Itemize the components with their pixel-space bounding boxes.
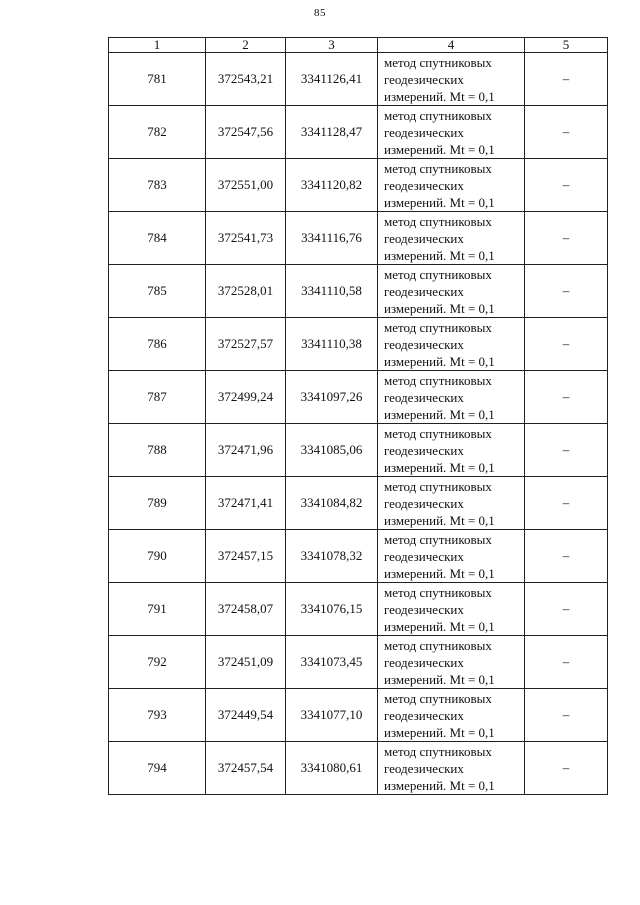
method-line-3: измерений. Mt = 0,1 bbox=[384, 300, 495, 316]
note-cell: – bbox=[525, 636, 608, 689]
method-line-1: метод спутниковых bbox=[384, 54, 492, 70]
table-row bbox=[109, 318, 608, 371]
note-cell: – bbox=[525, 212, 608, 265]
point-number-cell: 784 bbox=[109, 212, 206, 265]
note-cell: – bbox=[525, 318, 608, 371]
method-line-3: измерений. Mt = 0,1 bbox=[384, 247, 495, 263]
method-line-3: измерений. Mt = 0,1 bbox=[384, 353, 495, 369]
method-line-1: метод спутниковых bbox=[384, 743, 492, 759]
method-cell bbox=[378, 318, 525, 371]
y-coordinate-cell: 3341128,47 bbox=[286, 106, 378, 159]
method-cell bbox=[378, 689, 525, 742]
x-coordinate-cell: 372541,73 bbox=[206, 212, 286, 265]
method-line-2: геодезических bbox=[384, 707, 464, 723]
point-number-cell: 785 bbox=[109, 265, 206, 318]
header-cell-1: 1 bbox=[109, 38, 206, 53]
method-line-2: геодезических bbox=[384, 442, 464, 458]
table-row bbox=[109, 212, 608, 265]
point-number-cell: 790 bbox=[109, 530, 206, 583]
method-line-3: измерений. Mt = 0,1 bbox=[384, 512, 495, 528]
method-line-2: геодезических bbox=[384, 177, 464, 193]
method-cell bbox=[378, 265, 525, 318]
method-line-2: геодезических bbox=[384, 230, 464, 246]
note-cell: – bbox=[525, 583, 608, 636]
x-coordinate-cell: 372471,96 bbox=[206, 424, 286, 477]
method-line-2: геодезических bbox=[384, 495, 464, 511]
method-line-2: геодезических bbox=[384, 654, 464, 670]
method-line-2: геодезических bbox=[384, 389, 464, 405]
method-cell bbox=[378, 583, 525, 636]
note-cell: – bbox=[525, 265, 608, 318]
point-number-cell: 787 bbox=[109, 371, 206, 424]
method-line-2: геодезических bbox=[384, 760, 464, 776]
table-row bbox=[109, 583, 608, 636]
method-cell bbox=[378, 636, 525, 689]
y-coordinate-cell: 3341120,82 bbox=[286, 159, 378, 212]
table-row bbox=[109, 265, 608, 318]
table-row bbox=[109, 53, 608, 106]
method-line-1: метод спутниковых bbox=[384, 637, 492, 653]
method-cell bbox=[378, 530, 525, 583]
point-number-cell: 793 bbox=[109, 689, 206, 742]
method-line-3: измерений. Mt = 0,1 bbox=[384, 459, 495, 475]
x-coordinate-cell: 372457,15 bbox=[206, 530, 286, 583]
method-line-2: геодезических bbox=[384, 601, 464, 617]
y-coordinate-cell: 3341110,58 bbox=[286, 265, 378, 318]
method-line-1: метод спутниковых bbox=[384, 372, 492, 388]
point-number-cell: 794 bbox=[109, 742, 206, 795]
method-line-1: метод спутниковых bbox=[384, 690, 492, 706]
x-coordinate-cell: 372547,56 bbox=[206, 106, 286, 159]
table-row bbox=[109, 106, 608, 159]
method-cell bbox=[378, 159, 525, 212]
method-line-1: метод спутниковых bbox=[384, 531, 492, 547]
point-number-cell: 781 bbox=[109, 53, 206, 106]
method-line-3: измерений. Mt = 0,1 bbox=[384, 88, 495, 104]
x-coordinate-cell: 372543,21 bbox=[206, 53, 286, 106]
y-coordinate-cell: 3341126,41 bbox=[286, 53, 378, 106]
method-line-1: метод спутниковых bbox=[384, 107, 492, 123]
table-row bbox=[109, 371, 608, 424]
table-header-row bbox=[109, 38, 608, 53]
y-coordinate-cell: 3341077,10 bbox=[286, 689, 378, 742]
y-coordinate-cell: 3341084,82 bbox=[286, 477, 378, 530]
note-cell: – bbox=[525, 106, 608, 159]
point-number-cell: 789 bbox=[109, 477, 206, 530]
y-coordinate-cell: 3341073,45 bbox=[286, 636, 378, 689]
method-line-3: измерений. Mt = 0,1 bbox=[384, 724, 495, 740]
point-number-cell: 788 bbox=[109, 424, 206, 477]
header-cell-4: 4 bbox=[378, 38, 525, 53]
method-cell bbox=[378, 371, 525, 424]
note-cell: – bbox=[525, 477, 608, 530]
note-cell: – bbox=[525, 689, 608, 742]
y-coordinate-cell: 3341116,76 bbox=[286, 212, 378, 265]
method-line-1: метод спутниковых bbox=[384, 425, 492, 441]
x-coordinate-cell: 372451,09 bbox=[206, 636, 286, 689]
x-coordinate-cell: 372458,07 bbox=[206, 583, 286, 636]
method-line-1: метод спутниковых bbox=[384, 213, 492, 229]
point-number-cell: 791 bbox=[109, 583, 206, 636]
method-line-3: измерений. Mt = 0,1 bbox=[384, 406, 495, 422]
table-row bbox=[109, 530, 608, 583]
method-line-2: геодезических bbox=[384, 548, 464, 564]
y-coordinate-cell: 3341076,15 bbox=[286, 583, 378, 636]
y-coordinate-cell: 3341097,26 bbox=[286, 371, 378, 424]
y-coordinate-cell: 3341078,32 bbox=[286, 530, 378, 583]
method-line-3: измерений. Mt = 0,1 bbox=[384, 141, 495, 157]
table-row bbox=[109, 636, 608, 689]
coordinates-table bbox=[108, 37, 608, 795]
x-coordinate-cell: 372551,00 bbox=[206, 159, 286, 212]
table-row bbox=[109, 689, 608, 742]
point-number-cell: 792 bbox=[109, 636, 206, 689]
x-coordinate-cell: 372457,54 bbox=[206, 742, 286, 795]
header-cell-2: 2 bbox=[206, 38, 286, 53]
table-row bbox=[109, 477, 608, 530]
method-line-3: измерений. Mt = 0,1 bbox=[384, 671, 495, 687]
method-cell bbox=[378, 53, 525, 106]
method-line-2: геодезических bbox=[384, 124, 464, 140]
table-row bbox=[109, 742, 608, 795]
point-number-cell: 786 bbox=[109, 318, 206, 371]
x-coordinate-cell: 372471,41 bbox=[206, 477, 286, 530]
x-coordinate-cell: 372528,01 bbox=[206, 265, 286, 318]
page-number: 85 bbox=[314, 7, 326, 19]
method-cell bbox=[378, 424, 525, 477]
method-line-3: измерений. Mt = 0,1 bbox=[384, 194, 495, 210]
point-number-cell: 782 bbox=[109, 106, 206, 159]
y-coordinate-cell: 3341080,61 bbox=[286, 742, 378, 795]
note-cell: – bbox=[525, 742, 608, 795]
point-number-cell: 783 bbox=[109, 159, 206, 212]
table-row bbox=[109, 159, 608, 212]
note-cell: – bbox=[525, 371, 608, 424]
x-coordinate-cell: 372499,24 bbox=[206, 371, 286, 424]
table-row bbox=[109, 424, 608, 477]
header-cell-5: 5 bbox=[525, 38, 608, 53]
method-line-1: метод спутниковых bbox=[384, 160, 492, 176]
note-cell: – bbox=[525, 424, 608, 477]
method-cell bbox=[378, 106, 525, 159]
method-line-3: измерений. Mt = 0,1 bbox=[384, 565, 495, 581]
note-cell: – bbox=[525, 530, 608, 583]
method-line-1: метод спутниковых bbox=[384, 319, 492, 335]
method-line-1: метод спутниковых bbox=[384, 266, 492, 282]
method-cell bbox=[378, 742, 525, 795]
y-coordinate-cell: 3341085,06 bbox=[286, 424, 378, 477]
header-cell-3: 3 bbox=[286, 38, 378, 53]
method-cell bbox=[378, 477, 525, 530]
method-line-2: геодезических bbox=[384, 71, 464, 87]
method-line-3: измерений. Mt = 0,1 bbox=[384, 777, 495, 793]
x-coordinate-cell: 372527,57 bbox=[206, 318, 286, 371]
note-cell: – bbox=[525, 53, 608, 106]
method-line-1: метод спутниковых bbox=[384, 584, 492, 600]
x-coordinate-cell: 372449,54 bbox=[206, 689, 286, 742]
method-cell bbox=[378, 212, 525, 265]
method-line-1: метод спутниковых bbox=[384, 478, 492, 494]
y-coordinate-cell: 3341110,38 bbox=[286, 318, 378, 371]
method-line-3: измерений. Mt = 0,1 bbox=[384, 618, 495, 634]
method-line-2: геодезических bbox=[384, 336, 464, 352]
note-cell: – bbox=[525, 159, 608, 212]
method-line-2: геодезических bbox=[384, 283, 464, 299]
